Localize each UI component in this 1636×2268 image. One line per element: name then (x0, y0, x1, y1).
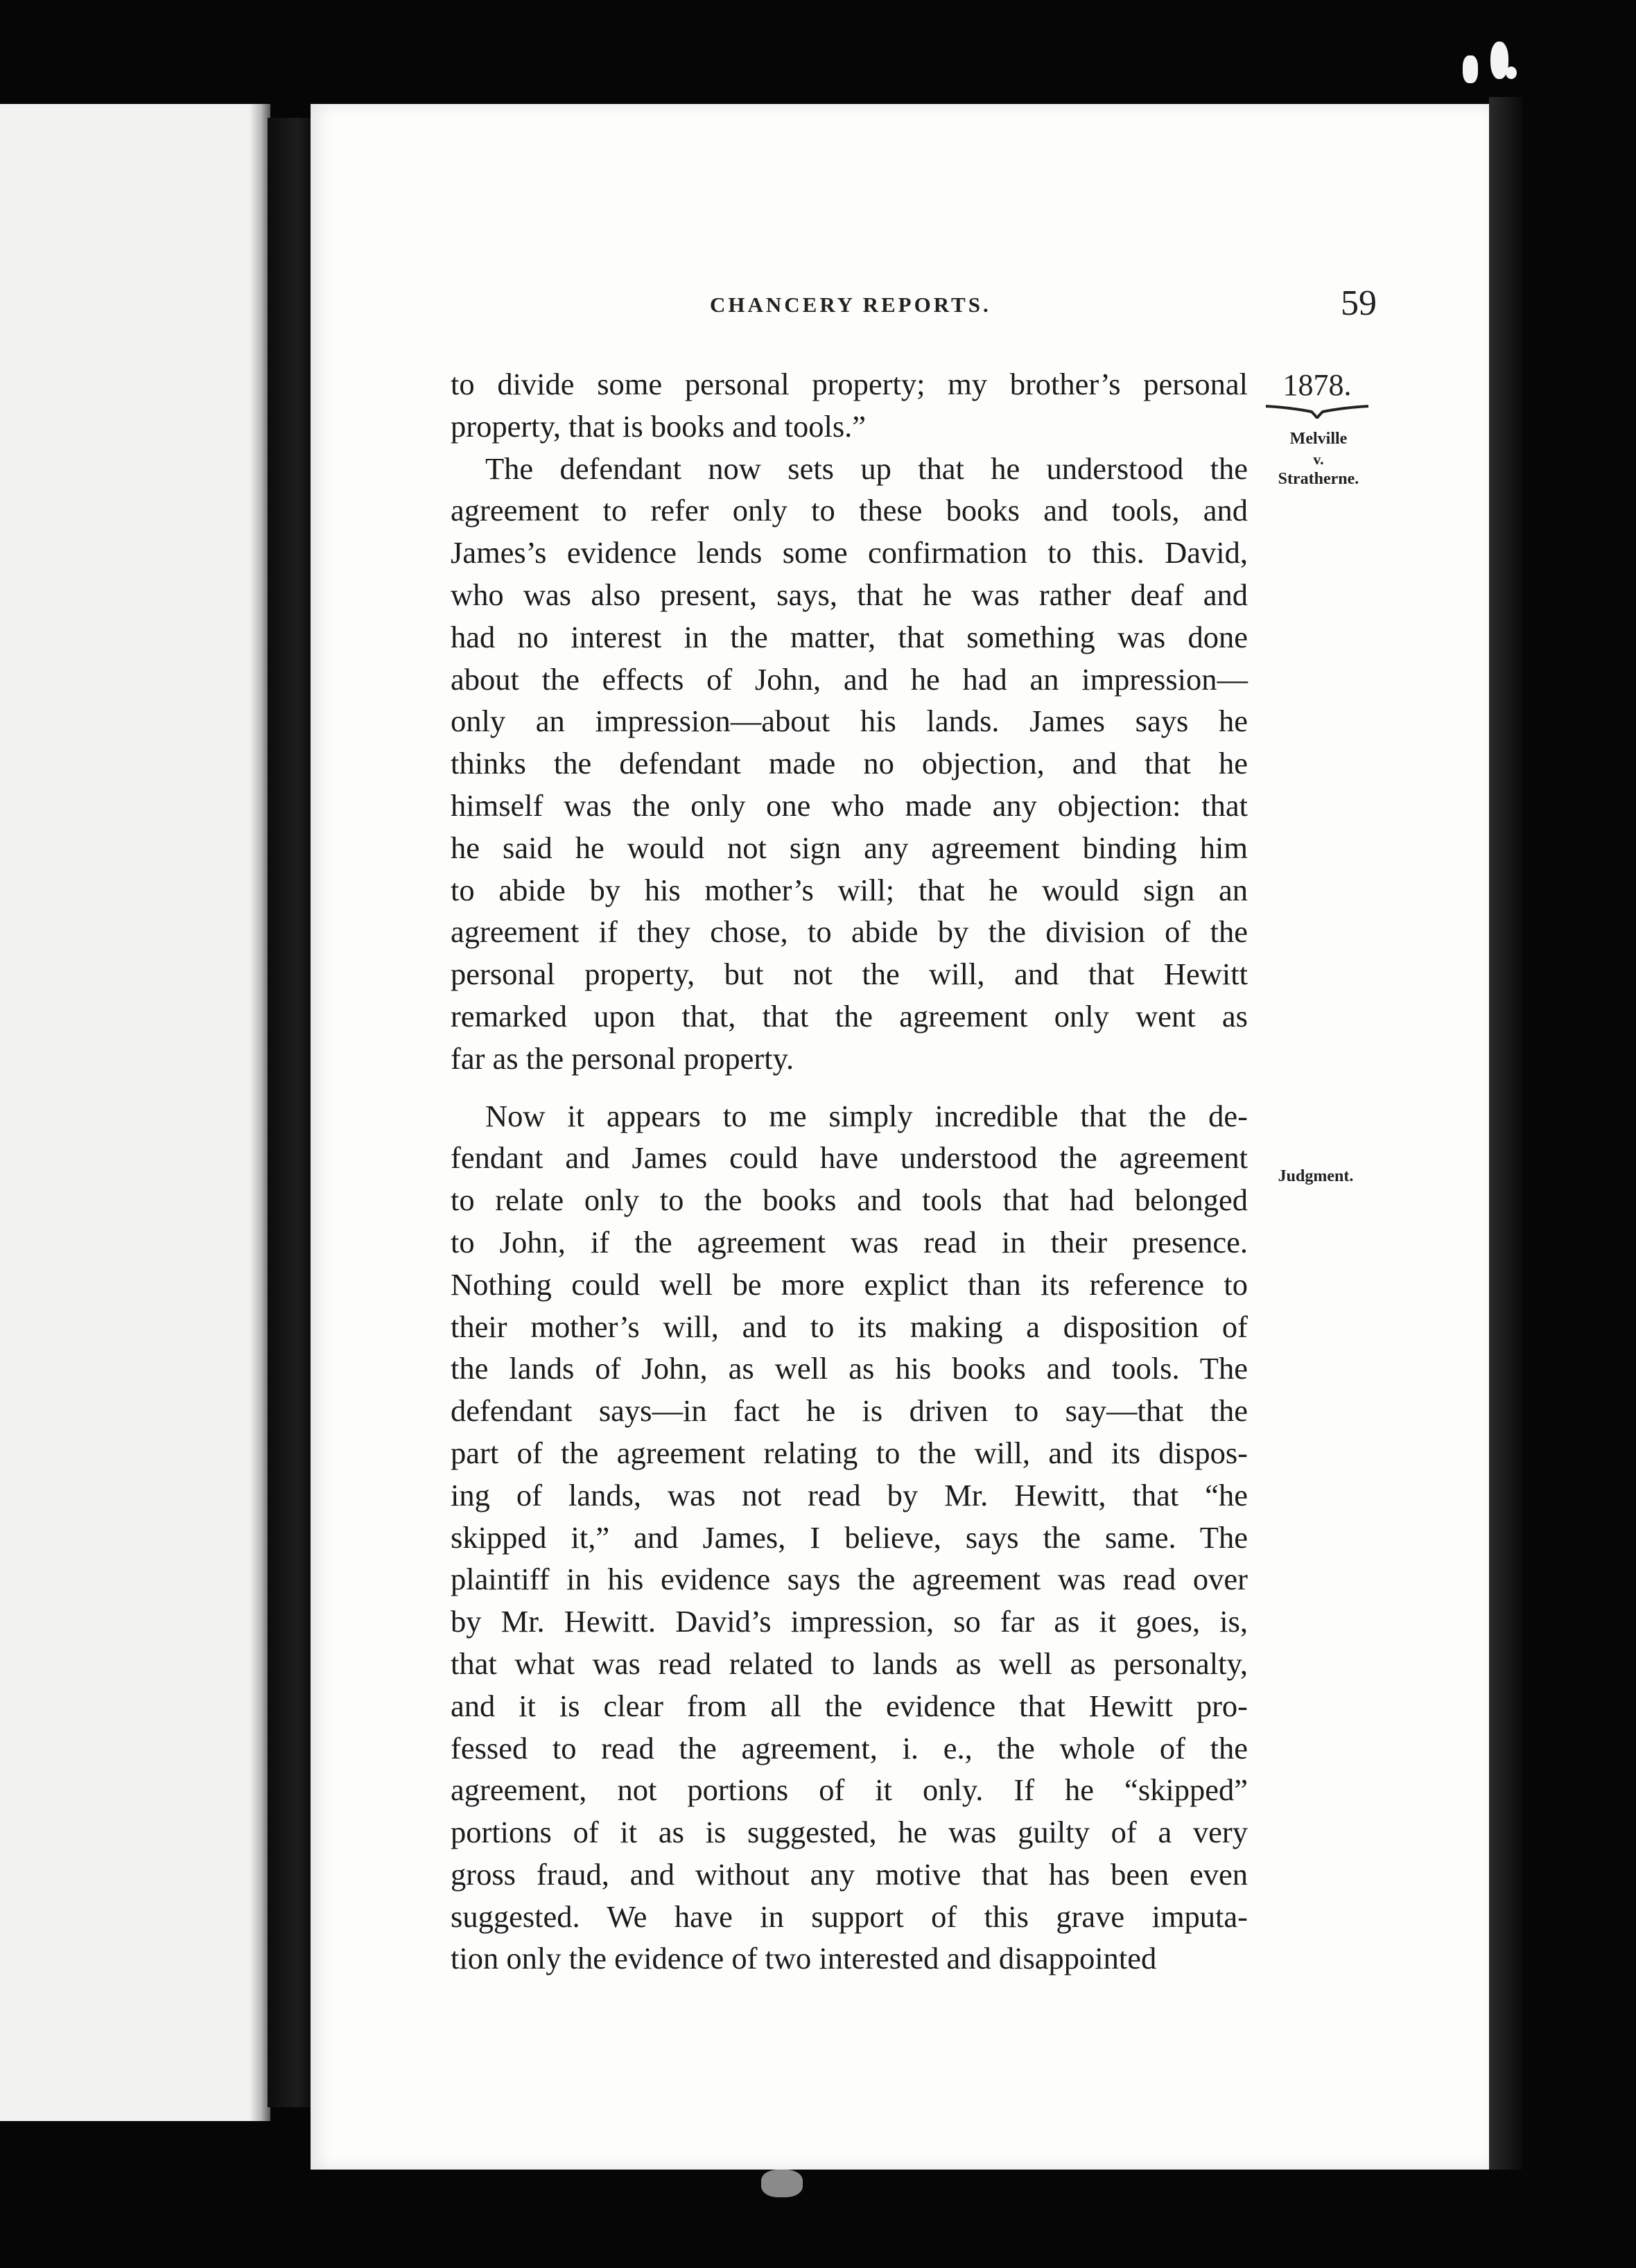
body-line: defendant says—in fact he is driven to say—that the (451, 1393, 1248, 1429)
scan-speck (1463, 55, 1478, 83)
body-line: gross fraud, and without any motive that has been even (451, 1856, 1248, 1892)
body-line: skipped it,” and James, I believe, says the same. The (451, 1519, 1248, 1555)
margin-case-versus: v. (1313, 451, 1324, 468)
body-line: and it is clear from all the evidence that Hewitt pro- (451, 1688, 1248, 1723)
margin-judgment: Judgment. (1278, 1167, 1354, 1185)
body-line: thinks the defendant made no objection, and that he (451, 746, 1248, 781)
body-line: himself was the only one who made any objection: that (451, 787, 1248, 823)
body-line: personal property, but not the will, and that Hewitt (451, 957, 1248, 992)
body-line: that what was read related to lands as well as personalty, (451, 1646, 1248, 1681)
body-line: plaintiff in his evidence says the agreement was read over (451, 1562, 1248, 1597)
body-text (451, 363, 1248, 1980)
body-line: he said he would not sign any agreement binding him (451, 830, 1248, 865)
body-line: to abide by his mother’s will; that he would sign an (451, 872, 1248, 907)
body-line: far as the personal property. (451, 1040, 794, 1076)
body-line: only an impression—about his lands. James says he (451, 704, 1248, 739)
body-line: the lands of John, as well as his books and tools. The (451, 1351, 1248, 1386)
body-line: fendant and James could have understood the agreement (451, 1140, 1248, 1176)
body-line: to John, if the agreement was read in their presence. (451, 1224, 1248, 1259)
facing-page-left (0, 104, 265, 2121)
body-line: Now it appears to me simply incredible that the de- (485, 1098, 1248, 1133)
margin-year: 1878. (1282, 368, 1352, 402)
body-line: suggested. We have in support of this grave imputa- (451, 1899, 1248, 1934)
body-line: remarked upon that, that the agreement only went as (451, 998, 1248, 1033)
margin-case-name-1: Melville (1289, 430, 1348, 448)
body-line: their mother’s will, and to its making a disposition of (451, 1309, 1248, 1344)
book-spine-edge (268, 118, 316, 2107)
body-line: tion only the evidence of two interested and disappointed (451, 1941, 1157, 1976)
body-line: The defendant now sets up that he understood the (485, 451, 1248, 486)
body-line: to relate only to the books and tools that had belonged (451, 1183, 1248, 1218)
body-line: by Mr. Hewitt. David’s impression, so far as it goes, is, (451, 1604, 1248, 1639)
body-line: portions of it as is suggested, he was guilty of a very (451, 1815, 1248, 1850)
brace-icon (1263, 403, 1371, 420)
scan-speck (761, 2170, 803, 2197)
body-line: part of the agreement relating to the will, and its dispos- (451, 1435, 1248, 1470)
body-line: who was also present, says, that he was rather deaf and (451, 577, 1248, 612)
body-line: property, that is books and tools.” (451, 408, 867, 444)
page-number: 59 (1341, 284, 1377, 323)
body-line: had no interest in the matter, that something was done (451, 619, 1248, 654)
scan-speck (1506, 67, 1517, 79)
body-line: ing of lands, was not read by Mr. Hewitt, that “he (451, 1477, 1248, 1512)
body-line: to divide some personal property; my brother’s personal (451, 367, 1248, 401)
body-line: James’s evidence lends some confirmation to this. David, (451, 535, 1248, 570)
body-line: Nothing could well be more explict than its reference to (451, 1266, 1248, 1302)
body-line: fessed to read the agreement, i. e., the whole of the (451, 1730, 1248, 1765)
body-line: about the effects of John, and he had an impression— (451, 661, 1248, 697)
paragraph-gap (451, 1080, 1248, 1095)
page-outer-edge (1489, 97, 1522, 2170)
body-line: agreement if they chose, to abide by the division of the (451, 914, 1248, 950)
running-title: CHANCERY REPORTS. (710, 293, 991, 317)
margin-case-name-2: Stratherne. (1278, 470, 1359, 488)
body-line: agreement to refer only to these books and tools, and (451, 493, 1248, 528)
body-line: agreement, not portions of it only. If he “skipped” (451, 1772, 1248, 1808)
